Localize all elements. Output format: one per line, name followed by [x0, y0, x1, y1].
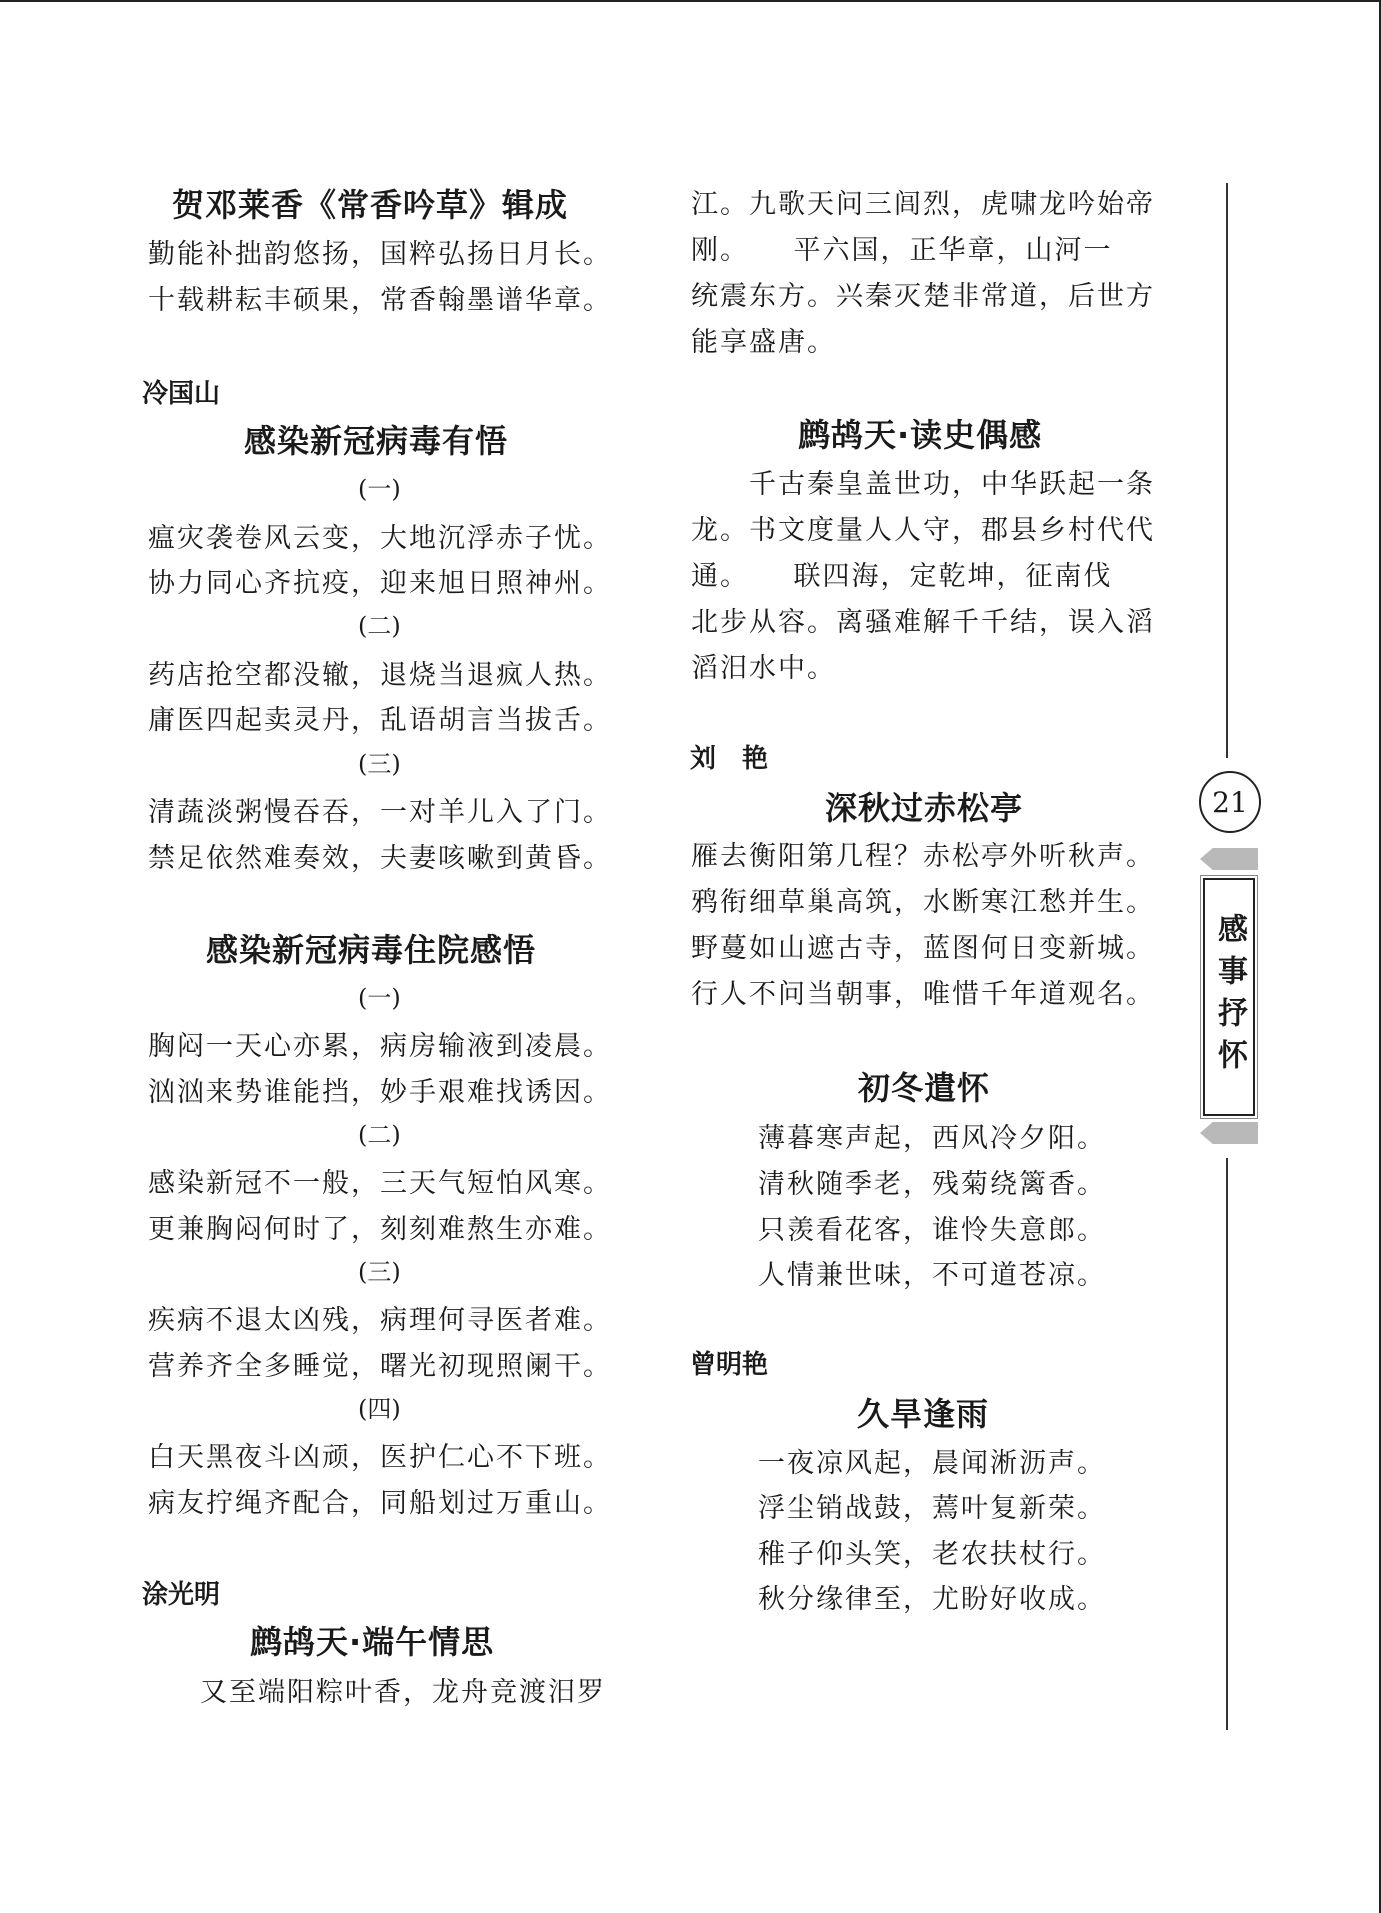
poem-line: 清蔬淡粥慢吞吞，一对羊儿入了门。 — [148, 797, 612, 828]
poem-line: 能享盛唐。 — [691, 327, 836, 358]
poem-line: 千古秦皇盖世功，中华跃起一条 — [749, 469, 1155, 500]
poem-line: 统震东方。兴秦灭楚非常道，后世方 — [691, 281, 1155, 312]
author-name: 刘 艳 — [690, 744, 769, 774]
section-label-box — [1203, 878, 1255, 1116]
poem-line: 更兼胸闷何时了，刻刻难熬生亦难。 — [148, 1214, 612, 1245]
poem-line: 江。九歌天问三闾烈，虎啸龙吟始帝 — [691, 189, 1155, 220]
section-label: 感事抒怀 — [1212, 913, 1247, 1081]
stanza-number: (一) — [358, 475, 401, 503]
poem-line: 刚。 平六国，正华章，山河一 — [691, 235, 1113, 266]
section-tab — [1200, 848, 1258, 1144]
poem-line: 滔汨水中。 — [691, 653, 836, 684]
poem-line: 鸦衔细草巢高筑，水断寒江愁并生。 — [691, 887, 1155, 918]
poem-line: 又至端阳粽叶香，龙舟竞渡汨罗 — [200, 1677, 606, 1708]
stanza-number: (二) — [358, 1121, 401, 1149]
poem-line: 雁去衡阳第几程？赤松亭外听秋声。 — [691, 841, 1155, 872]
poem-title: 贺邓莱香《常香吟草》辑成 — [172, 186, 569, 224]
author-name: 涂光明 — [142, 1580, 221, 1610]
poem-line: 一夜凉风起，晨闻淅沥声。 — [758, 1448, 1106, 1479]
tab-ornament-top — [1200, 848, 1258, 870]
poem-line: 野蔓如山遮古寺，蓝图何日变新城。 — [691, 933, 1155, 964]
page-number: 21 — [1199, 771, 1261, 833]
poem-line: 稚子仰头笑，老农扶杖行。 — [758, 1539, 1106, 1570]
poem-line: 只羡看花客，谁怜失意郎。 — [758, 1215, 1106, 1246]
poem-title: 鹧鸪天·端午情思 — [250, 1623, 495, 1661]
poem-line: 十载耕耘丰硕果，常香翰墨谱华章。 — [148, 285, 612, 316]
tab-ornament-bottom — [1200, 1122, 1258, 1144]
stanza-number: (一) — [358, 984, 401, 1012]
poem-line: 北步从容。离骚难解千千结，误入滔 — [691, 607, 1155, 638]
poem-title: 感染新冠病毒住院感悟 — [206, 931, 537, 969]
poem-line: 清秋随季老，残菊绕篱香。 — [758, 1169, 1106, 1200]
poem-line: 龙。书文度量人人守，郡县乡村代代 — [691, 515, 1155, 546]
poem-line: 感染新冠不一般，三天气短怕风寒。 — [148, 1168, 612, 1199]
poem-line: 营养齐全多睡觉，曙光初现照阑干。 — [148, 1351, 612, 1382]
poem-line: 行人不问当朝事，唯惜千年道观名。 — [691, 979, 1155, 1010]
poem-line: 人情兼世味，不可道苍凉。 — [758, 1260, 1106, 1291]
stanza-number: (三) — [358, 1258, 401, 1286]
poem-line: 禁足依然难奏效，夫妻咳嗽到黄昏。 — [148, 843, 612, 874]
poem-line: 瘟灾袭卷风云变，大地沉浮赤子忧。 — [148, 523, 612, 554]
author-name: 曾明艳 — [690, 1350, 769, 1380]
poem-line: 勤能补拙韵悠扬，国粹弘扬日月长。 — [148, 239, 612, 270]
poem-title: 久旱逢雨 — [857, 1395, 990, 1433]
poem-line: 白天黑夜斗凶顽，医护仁心不下班。 — [148, 1442, 612, 1473]
poem-line: 庸医四起卖灵丹，乱语胡言当拔舌。 — [148, 705, 612, 736]
stanza-number: (四) — [358, 1395, 401, 1423]
poem-line: 协力同心齐抗疫，迎来旭日照神州。 — [148, 568, 612, 599]
poem-title: 感染新冠病毒有悟 — [244, 422, 509, 460]
poem-line: 疾病不退太凶残，病理何寻医者难。 — [148, 1305, 612, 1336]
poem-line: 药店抢空都没辙，退烧当退疯人热。 — [148, 660, 612, 691]
poem-line: 浮尘销战鼓，蔫叶复新荣。 — [758, 1493, 1106, 1524]
poem-line: 胸闷一天心亦累，病房输液到凌晨。 — [148, 1031, 612, 1062]
stanza-number: (二) — [358, 612, 401, 640]
poem-line: 汹汹来势谁能挡，妙手艰难找诱因。 — [148, 1077, 612, 1108]
stanza-number: (三) — [358, 750, 401, 778]
poem-line: 通。 联四海，定乾坤，征南伐 — [691, 561, 1113, 592]
poem-line: 病友拧绳齐配合，同船划过万重山。 — [148, 1488, 612, 1519]
poem-title: 深秋过赤松亭 — [825, 789, 1024, 827]
margin-rule-bottom — [1226, 1158, 1228, 1730]
author-name: 冷国山 — [142, 379, 221, 409]
poem-line: 薄暮寒声起，西风冷夕阳。 — [758, 1123, 1106, 1154]
poem-title: 鹧鸪天·读史偶感 — [798, 416, 1043, 454]
poem-title: 初冬遣怀 — [858, 1069, 991, 1107]
margin-rule-top — [1226, 183, 1228, 758]
poem-line: 秋分缘律至，尤盼好收成。 — [758, 1584, 1106, 1615]
